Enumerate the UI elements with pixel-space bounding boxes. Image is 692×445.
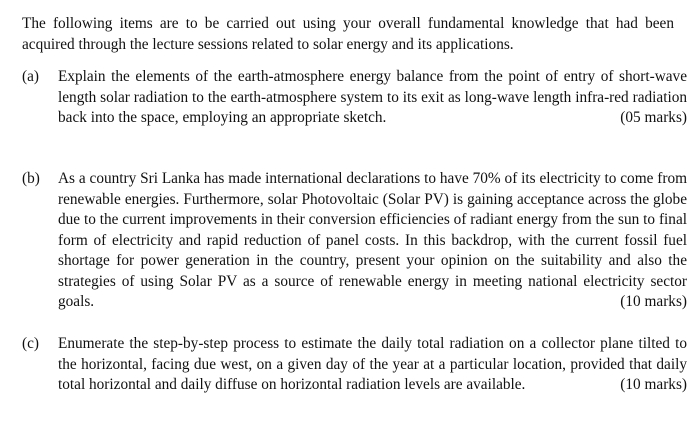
question-text: As a country Sri Lanka has made international declarations to have 70% of its electricity to come from renewable energies. Furthermore, solar Photovoltaic (Solar PV) is gaining acceptance across the globe due to the current improvements in their conversion efficiencies of radiant energy from the sun to final form of electricity and rapid reduction of panel costs. In this backdrop, with the current fossil fuel shortage for power generation in the country, present your opinion on the suitability and also the strategies of using Solar PV as a source of renewable energy in meeting national electricity sector goals. (58, 170, 687, 310)
question-b (22, 169, 687, 313)
question-marks: (05 marks) (620, 109, 687, 126)
question-a (22, 67, 687, 129)
question-label: (c) (22, 335, 39, 352)
question-text: Enumerate the step-by-step process to estimate the daily total radiation on a collector plane tilted to the horizontal, facing due west, on a given day of the year at a particular location, provided that daily total horizontal and daily diffuse on horizontal radiation levels are available. (58, 335, 687, 393)
question-body (58, 169, 687, 313)
question-label: (a) (22, 68, 39, 85)
question-label: (b) (22, 170, 40, 187)
question-marks: (10 marks) (620, 293, 687, 310)
question-text: Explain the elements of the earth-atmosphere energy balance from the point of entry of short-wave length solar radiation to the earth-atmosphere system to its exit as long-wave length infra-red radiation back into the space, employing an appropriate sketch. (58, 68, 687, 126)
question-body (58, 67, 687, 129)
question-marks: (10 marks) (620, 376, 687, 393)
intro-paragraph: The following items are to be carried out using your overall fundamental knowledge that had been acquired through the lecture sessions related to solar energy and its applications. (22, 15, 674, 53)
question-body (58, 334, 687, 396)
question-c (22, 334, 687, 396)
